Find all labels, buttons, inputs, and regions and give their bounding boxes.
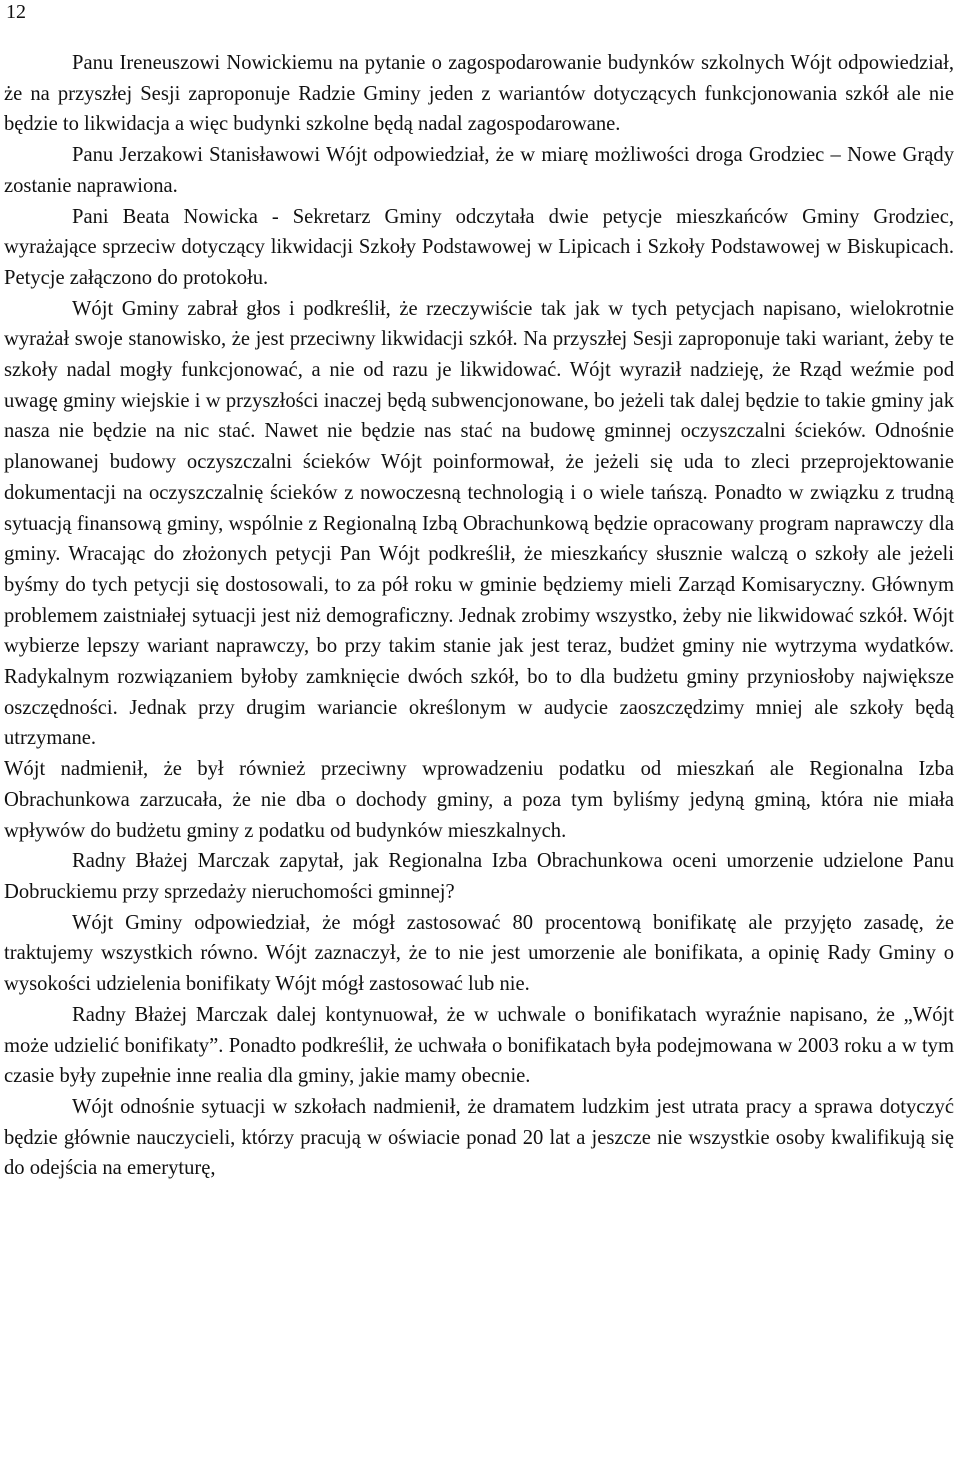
- paragraph-8: Radny Błażej Marczak dalej kontynuował, że w uchwale o bonifikatach wyraźnie napisano, że „Wójt może udzielić bonifikaty”. Ponadto podkreślił, że uchwała o bonifikatach była podejmowana w 2003 roku a w tym czasie były zupełnie inne realia dla gminy, jakie mamy obecnie.: [4, 1003, 954, 1088]
- paragraph-7: Wójt Gminy odpowiedział, że mógł zastosować 80 procentową bonifikatę ale przyjęto zasadę, że traktujemy wszystkich równo. Wójt zaznaczył, że to nie jest umorzenie ale bonifikata, a opinię Rady Gminy o wysokości udzielenia bonifikaty Wójt mógł zastosować lub nie.: [4, 911, 954, 996]
- paragraph-5: Wójt nadmienił, że był również przeciwny wprowadzeniu podatku od mieszkań ale Regionalna Izba Obrachunkowa zarzucała, że nie dba o dochody gminy, a poza tym byliśmy jedyną gminą, która nie miała wpływów do budżetu gminy z podatku od budynków mieszkalnych.: [4, 758, 954, 842]
- paragraph-3: Pani Beata Nowicka - Sekretarz Gminy odczytała dwie petycje mieszkańców Gminy Grodziec, wyrażające sprzeciw dotyczący likwidacji Szkoły Podstawowej w Lipicach i Szkoły Podstawowej w Biskupicach. Petycje załączono do protokołu.: [4, 205, 954, 289]
- paragraph-9: Wójt odnośnie sytuacji w szkołach nadmienił, że dramatem ludzkim jest utrata pracy a sprawa dotyczyć będzie głównie nauczycieli, którzy pracują w oświacie ponad 20 lat a jeszcze nie wszystkie osoby kwalifikują się do odejścia na emeryturę,: [4, 1095, 954, 1180]
- document-body: [4, 48, 954, 1184]
- paragraph-6: Radny Błażej Marczak zapytał, jak Regionalna Izba Obrachunkowa oceni umorzenie udzielone Panu Dobruckiemu przy sprzedaży nieruchomości gminnej?: [4, 850, 954, 903]
- paragraph-1: Panu Ireneuszowi Nowickiemu na pytanie o zagospodarowanie budynków szkolnych Wójt odpowiedział, że na przyszłej Sesji zaproponuje Radzie Gminy jeden z wariantów dotyczących funkcjonowania szkół ale nie będzie to likwidacja a więc budynki szkolne będą nadal zagospodarowane.: [4, 52, 954, 136]
- paragraph-4: Wójt Gminy zabrał głos i podkreślił, że rzeczywiście tak jak w tych petycjach napisano, wielokrotnie wyrażał swoje stanowisko, że jest przeciwny likwidacji szkół. Na przyszłej Sesji zaproponuje taki wariant, żeby te szkoły nadal mogły funkcjonować, a nie od razu je likwidować. Wójt wyraził nadzieję, że Rząd weźmie pod uwagę gminy wiejskie i w przyszłości inaczej będą subwencjonowane, bo jeżeli tak dalej będzie to takie gminy jak nasza nie będzie na nic stać. Nawet nie będzie nas stać na budowę gminnej oczyszczalni ścieków. Odnośnie planowanej budowy oczyszczalni ścieków Wójt poinformował, że jeżeli się uda to zleci przeprojektowanie dokumentacji na oczyszczalnię ścieków z nowoczesną technologią i o wiele tańszą. Ponadto w związku z trudną sytuacją finansową gminy, wspólnie z Regionalną Izbą Obrachunkową będzie opracowany program naprawczy dla gminy. Wracając do złożonych petycji Pan Wójt podkreślił, że mieszkańcy słusznie walczą o szkoły ale jeżeli byśmy do tych petycji się dostosowali, to za pół roku w gminie będziemy mieli Zarząd Komisaryczny. Głównym problemem zaistniałej sytuacji jest niż demograficzny. Jednak zrobimy wszystko, żeby nie likwidować szkół. Wójt wybierze lepszy wariant naprawczy, bo przy takim stanie jak jest teraz, budżet gminy nie wytrzyma wydatków. Radykalnym rozwiązaniem byłoby zamknięcie dwóch szkół, bo to dla budżetu gminy przyniosłoby największe oszczędności. Jednak przy drugim wariancie określonym w audycie zaoszczędzimy mniej ale szkoły będą utrzymane.: [4, 297, 954, 750]
- page-number: 12: [6, 1, 26, 23]
- paragraph-2: Panu Jerzakowi Stanisławowi Wójt odpowiedział, że w miarę możliwości droga Grodziec – Nowe Grądy zostanie naprawiona.: [4, 144, 954, 197]
